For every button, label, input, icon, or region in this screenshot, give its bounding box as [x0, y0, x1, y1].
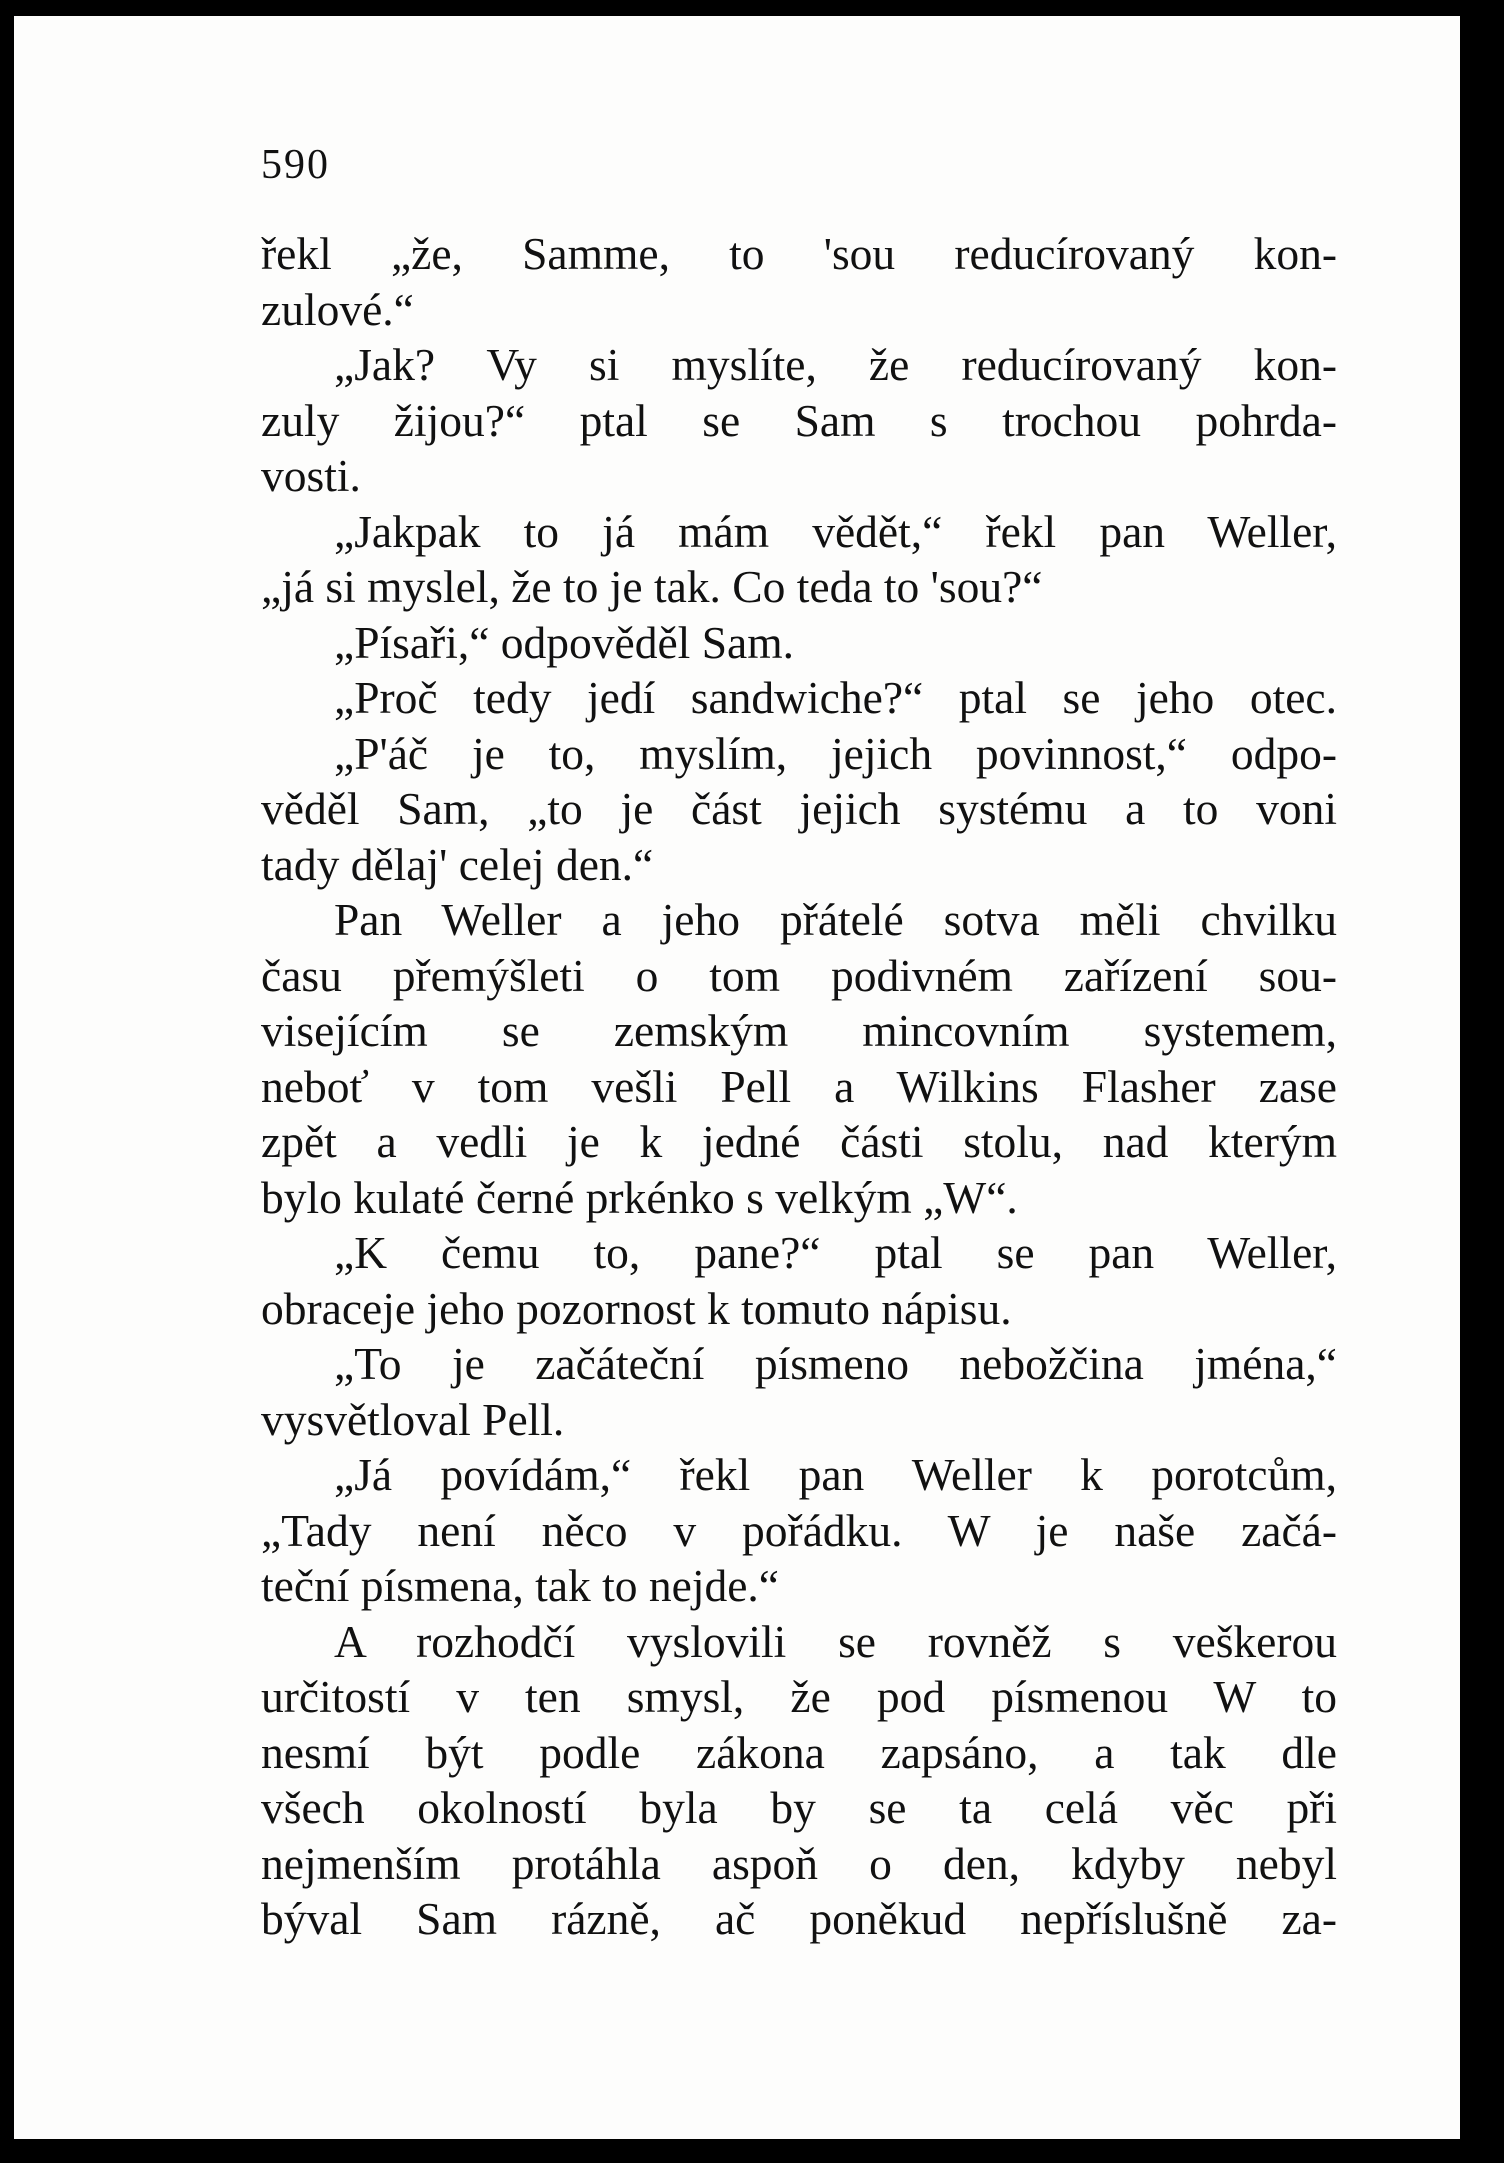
text-line: „Proč tedy jedí sandwiche?“ ptal se jeho otec.: [334, 672, 1337, 723]
text-line: „Jak? Vy si myslíte, že reducírovaný kon-: [334, 339, 1337, 390]
text-line: tady dělaj' celej den.“: [261, 838, 654, 890]
body-text: [261, 226, 1337, 1947]
text-line: nesmí být podle zákona zapsáno, a tak dle: [261, 1726, 1337, 1778]
text-line: neboť v tom vešli Pell a Wilkins Flasher zase: [261, 1060, 1337, 1112]
text-line: bylo kulaté černé prkénko s velkým „W“.: [261, 1171, 1018, 1223]
text-line: „Tady není něco v pořádku. W je naše začá-: [261, 1504, 1337, 1556]
scan-edge: [1474, 0, 1504, 2163]
text-line: určitostí v ten smysl, že pod písmenou W to: [261, 1671, 1337, 1722]
text-line: obraceje jeho pozornost k tomuto nápisu.: [261, 1282, 1012, 1334]
text-line: zpět a vedli je k jedné části stolu, nad kterým: [261, 1116, 1337, 1167]
text-line: „To je začáteční písmeno nebožčina jména,“: [334, 1338, 1337, 1389]
text-line: vosti.: [261, 450, 361, 501]
text-line: „Písaři,“ odpověděl Sam.: [334, 616, 794, 668]
text-line: zuly žijou?“ ptal se Sam s trochou pohrda-: [261, 394, 1337, 446]
text-line: teční písmena, tak to nejde.“: [261, 1560, 780, 1611]
text-line: „P'áč je to, myslím, jejich povinnost,“ odpo-: [334, 727, 1337, 779]
text-line: „K čemu to, pane?“ ptal se pan Weller,: [334, 1227, 1337, 1278]
text-line: řekl „že, Samme, to 'sou reducírovaný kon-: [261, 228, 1337, 279]
text-line: Pan Weller a jeho přátelé sotva měli chvilku: [334, 894, 1337, 945]
text-line: všech okolností byla by se ta celá věc při: [261, 1782, 1337, 1833]
text-line: „já si myslel, že to je tak. Co teda to 'sou?“: [261, 561, 1043, 612]
text-line: vysvětloval Pell.: [261, 1393, 565, 1445]
text-line: času přemýšleti o tom podivném zařízení sou-: [261, 949, 1337, 1001]
text-line: A rozhodčí vyslovili se rovněž s veškerou: [334, 1615, 1337, 1667]
text-line: nejmenším protáhla aspoň o den, kdyby nebyl: [261, 1837, 1337, 1889]
text-line: býval Sam rázně, ač poněkud nepříslušně za-: [261, 1893, 1337, 1944]
text-line: zulové.“: [261, 283, 414, 335]
book-page: [14, 16, 1460, 2139]
text-line: věděl Sam, „to je část jejich systému a to voni: [261, 783, 1337, 834]
text-line: „Já povídám,“ řekl pan Weller k porotcům,: [334, 1449, 1337, 1500]
text-line: „Jakpak to já mám vědět,“ řekl pan Weller,: [334, 505, 1337, 557]
text-line: visejícím se zemským mincovním systemem,: [261, 1005, 1337, 1056]
page-number: 590: [261, 142, 330, 188]
